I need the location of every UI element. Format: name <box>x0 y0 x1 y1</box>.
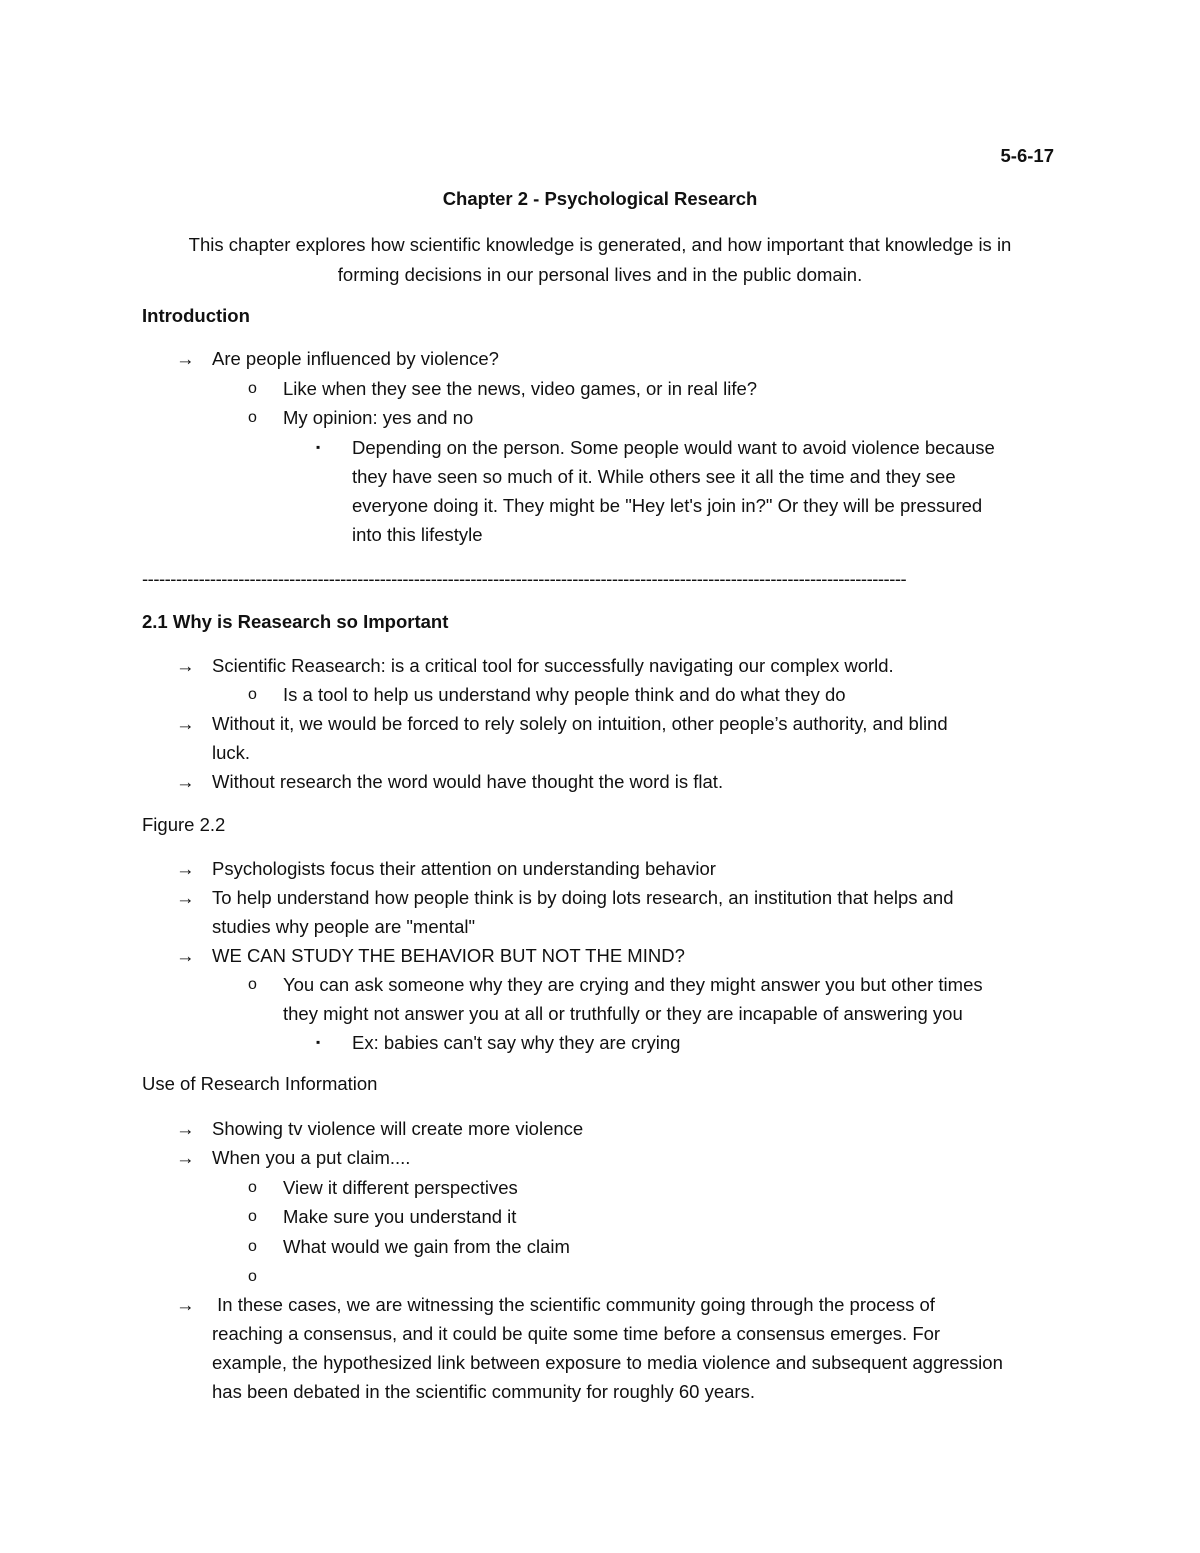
list-item-text: reaching a consensus, and it could be quite some time before a consensus emerges. For <box>212 1323 941 1344</box>
list-item-text: Like when they see the news, video games, or in real life? <box>283 378 758 399</box>
circle-bullet-icon: o <box>248 1268 257 1285</box>
arrow-bullet-icon: → <box>176 348 195 369</box>
square-bullet-icon: ▪ <box>316 1035 321 1049</box>
list-item-text: Make sure you understand it <box>283 1206 517 1227</box>
list-item-text: studies why people are "mental" <box>212 916 476 937</box>
date-label: 5-6-17 <box>1000 145 1054 166</box>
circle-bullet-icon: o <box>248 380 257 397</box>
list-item-text: My opinion: yes and no <box>283 407 474 428</box>
circle-bullet-icon: o <box>248 686 257 703</box>
arrow-bullet-icon: → <box>176 945 195 966</box>
list-item-text: Are people influenced by violence? <box>212 348 499 369</box>
list-item-text: What would we gain from the claim <box>283 1236 570 1257</box>
circle-bullet-icon: o <box>248 409 257 426</box>
list-item-text: luck. <box>212 742 251 763</box>
arrow-bullet-icon: → <box>176 1147 195 1168</box>
arrow-bullet-icon: → <box>176 1118 195 1139</box>
section-separator: --------------------------------------------------------------------------------------------------------------------------------------- <box>142 568 907 589</box>
intro-line: forming decisions in our personal lives and in the public domain. <box>337 263 863 285</box>
list-item-text: example, the hypothesized link between exposure to media violence and subsequent aggression <box>212 1352 1003 1373</box>
list-item-text: Is a tool to help us understand why people think and do what they do <box>283 684 846 705</box>
arrow-bullet-icon: → <box>176 1294 195 1315</box>
arrow-bullet-icon: → <box>176 713 195 734</box>
circle-bullet-icon: o <box>248 1179 257 1196</box>
list-item-text: has been debated in the scientific community for roughly 60 years. <box>212 1381 755 1402</box>
list-item-text: In these cases, we are witnessing the scientific community going through the process of <box>212 1294 935 1315</box>
arrow-bullet-icon: → <box>176 655 195 676</box>
figure-2-2-heading: Figure 2.2 <box>142 814 226 835</box>
circle-bullet-icon: o <box>248 1208 257 1225</box>
section-2-1-heading: 2.1 Why is Reasearch so Important <box>142 611 449 632</box>
list-item-text: To help understand how people think is by doing lots research, an institution that helps and <box>212 887 954 908</box>
list-item-text: Showing tv violence will create more violence <box>212 1118 584 1139</box>
chapter-title: Chapter 2 - Psychological Research <box>442 188 758 209</box>
list-item-text: Psychologists focus their attention on understanding behavior <box>212 858 716 879</box>
list-item-text: Without it, we would be forced to rely solely on intuition, other people’s authority, and blind <box>212 713 948 734</box>
list-item-text: You can ask someone why they are crying and they might answer you but other times <box>283 974 983 995</box>
chapter-intro-paragraph <box>150 230 1050 289</box>
arrow-bullet-icon: → <box>176 858 195 879</box>
list-item-text: Depending on the person. Some people would want to avoid violence because <box>352 437 995 458</box>
intro-line: This chapter explores how scientific knowledge is generated, and how important that knowledge is in <box>188 234 1012 255</box>
list-item-text: they might not answer you at all or truthfully or they are incapable of answering you <box>283 1003 963 1024</box>
list-item-text: Scientific Reasearch: is a critical tool for successfully navigating our complex world. <box>212 655 894 676</box>
circle-bullet-icon: o <box>248 1238 257 1255</box>
circle-bullet-icon: o <box>248 976 257 993</box>
arrow-bullet-icon: → <box>176 771 195 792</box>
use-of-research-heading: Use of Research Information <box>142 1073 378 1094</box>
arrow-bullet-icon: → <box>176 887 195 908</box>
list-item-text: When you a put claim.... <box>212 1147 411 1168</box>
list-item-text: Without research the word would have thought the word is flat. <box>212 771 724 792</box>
list-item-text: WE CAN STUDY THE BEHAVIOR BUT NOT THE MIND? <box>212 945 685 966</box>
introduction-heading: Introduction <box>142 305 250 326</box>
square-bullet-icon: ▪ <box>316 440 321 454</box>
list-item-text: into this lifestyle <box>352 524 483 545</box>
list-item-text: everyone doing it. They might be "Hey let's join in?" Or they will be pressured <box>352 495 983 516</box>
list-item-text: Ex: babies can't say why they are crying <box>352 1032 681 1053</box>
list-item-text: View it different perspectives <box>283 1177 518 1198</box>
list-item-text: they have seen so much of it. While others see it all the time and they see <box>352 466 956 487</box>
